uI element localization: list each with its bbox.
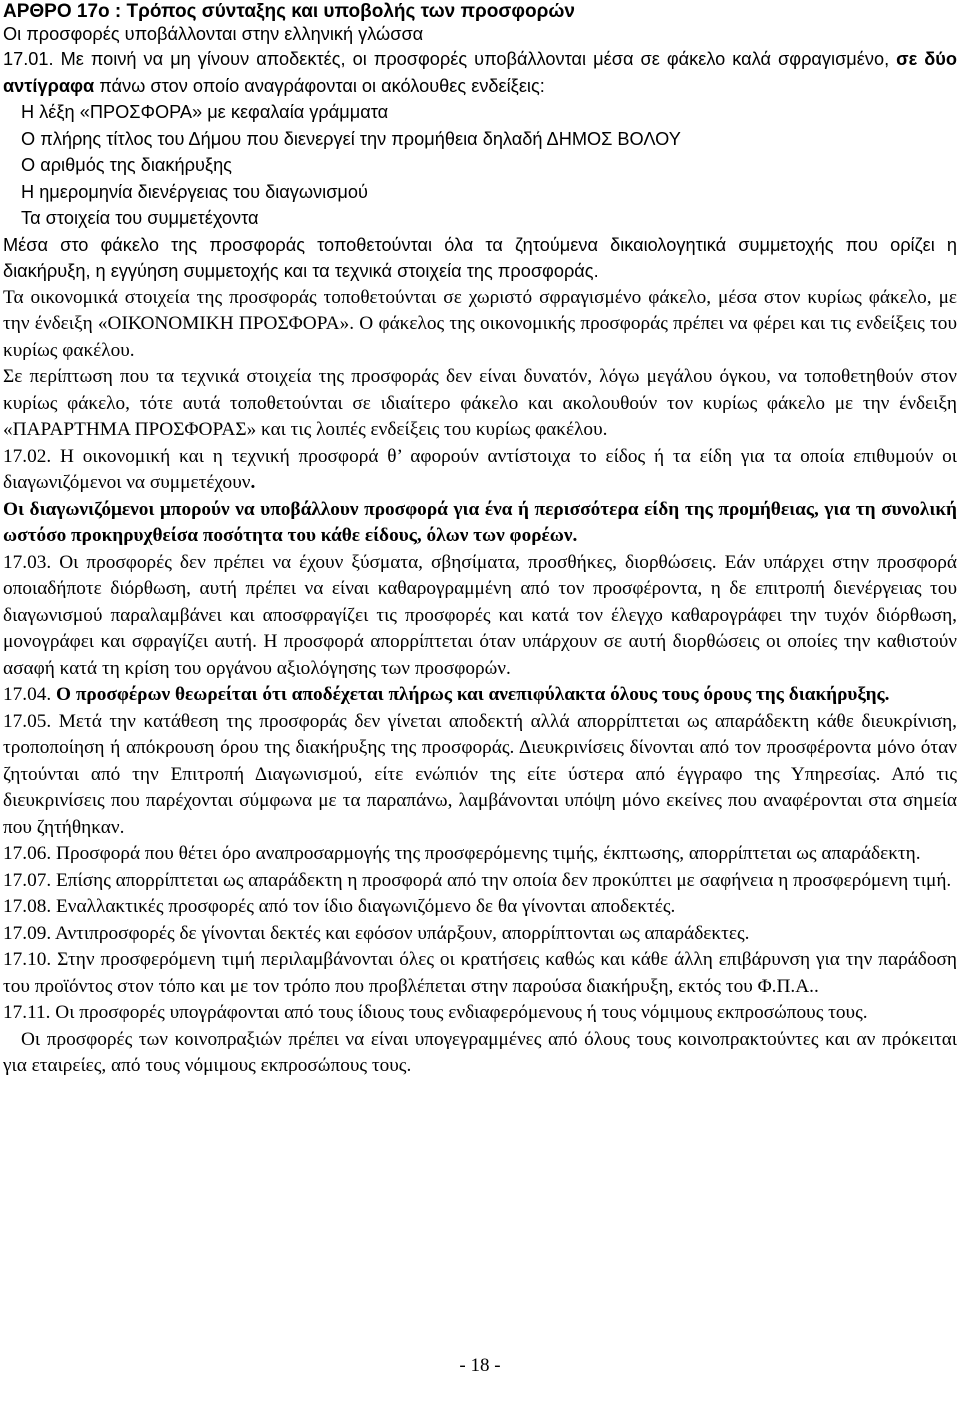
paragraph-17-02-dot: . [250, 472, 256, 493]
indication-item: Ο πλήρης τίτλος του Δήμου που διενεργεί την προμήθεια δηλαδή ΔΗΜΟΣ ΒΟΛΟΥ [21, 128, 681, 149]
bold-paragraph: Οι διαγωνιζόμενοι μπορούν να υποβάλλουν προσφορά για ένα ή περισσότερα είδη της προμήθειας, για τη συνολική ωστόσο προκηρυχθείσα ποσότητα του κάθε είδους, όλων των φορέων. [3, 498, 957, 546]
paragraph-17-06: 17.06. Προσφορά που θέτει όρο αναπροσαρμογής της προσφερόμενης τιμής, έκπτωσης, απορρίπτεται ως απαράδεκτη. [3, 843, 921, 864]
language-line: Οι προσφορές υποβάλλονται στην ελληνική γλώσσα [3, 24, 424, 44]
envelope-paragraph: Μέσα στο φάκελο της προσφοράς τοποθετούνται όλα τα ζητούμενα δικαιολογητικά συμμετοχής που ορίζει η διακήρυξη, η εγγύηση συμμετοχής και τα τεχνικά στοιχεία της προσφοράς. [3, 234, 957, 281]
paragraph-17-02 [3, 444, 957, 497]
paragraph-17-08: 17.08. Εναλλακτικές προσφορές από τον ίδιο διαγωνιζόμενο δε θα γίνονται αποδεκτές. [3, 896, 676, 917]
article-title: ΑΡΘΡΟ 17ο : Τρόπος σύνταξης και υποβολής των προσφορών [3, 1, 575, 22]
paragraph-17-07: 17.07. Επίσης απορρίπτεται ως απαράδεκτη η προσφορά από την οποία δεν προκύπτει με σαφήνεια η προσφερόμενη τιμή. [3, 869, 952, 891]
indication-item: Η ημερομηνία διενέργειας του διαγωνισμού [21, 181, 368, 202]
paragraph-17-01-text: 17.01. Με ποινή να μη γίνουν αποδεκτές, οι προσφορές υποβάλλονται μέσα σε φάκελο καλά σφραγισμένο, [3, 49, 897, 69]
indications-list [3, 99, 957, 232]
page-number: - 18 - [459, 1355, 501, 1376]
annex-paragraph: Σε περίπτωση που τα τεχνικά στοιχεία της προσφοράς δεν είναι δυνατόν, λόγω μεγάλου όγκου, να τοποθετηθούν στον κυρίως φάκελο, τότε αυτά τοποθετούνται σε ιδιαίτερο φάκελο και ακολουθούν τον κυρίως φάκελο με την ένδειξη «ΠΑΡΑΡΤΗΜΑ ΠΡΟΣΦΟΡΑΣ» και τις λοιπές ενδείξεις του κυρίως φακέλου. [3, 366, 957, 440]
paragraph-17-03: 17.03. Οι προσφορές δεν πρέπει να έχουν ξύσματα, σβησίματα, προσθήκες, διορθώσεις. Εάν υπάρχει στην προσφορά οποιαδήποτε διόρθωση, αυτή πρέπει να είναι καθαρογραμμένη από τον προσφέροντα, η δε επιτροπή διενέργειας του διαγωνισμού παραλαμβάνει και αποσφραγίζει τις προσφορές και κατά τον έλεγχο καθαρογράφει την τυχόν διόρθωση, μονογράφει και σφραγίζει αυτή. Η προσφορά απορρίπτεται όταν υπάρχουν σε αυτή διορθώσεις οι οποίες την καθιστούν ασαφή κατά τη κρίση του οργάνου αξιολόγησης των προσφορών. [3, 551, 957, 679]
paragraph-17-01 [3, 46, 957, 99]
paragraph-17-05: 17.05. Μετά την κατάθεση της προσφοράς δεν γίνεται αποδεκτή αλλά απορρίπτεται ως απαράδεκτη κάθε διευκρίνιση, τροποποίηση ή απόκρουση όρου της διακήρυξης της προσφοράς. Διευκρινίσεις δίνονται από τον προσφέροντα μόνο όταν ζητούνται από την Επιτροπή Διαγωνισμού, είτε ενώπιόν της είτε ύστερα από έγγραφο της Υπηρεσίας. Από τις διευκρινίσεις που παρέχονται σύμφωνα με τα παραπάνω, λαμβάνονται υπόψη μόνο εκείνες που αναφέρονται στα σημεία που ζητήθηκαν. [3, 710, 957, 838]
financial-paragraph: Τα οικονομικά στοιχεία της προσφοράς τοποθετούνται σε χωριστό σφραγισμένο φάκελο, μέσα στον κυρίως φάκελο, με την ένδειξη «ΟΙΚΟΝΟΜΙΚΗ ΠΡΟΣΦΟΡΑ». Ο φάκελος της οικονομικής προσφοράς πρέπει να φέρει και τις ενδείξεις του κυρίως φακέλου. [3, 286, 957, 361]
paragraph-17-09: 17.09. Αντιπροσφορές δε γίνονται δεκτές και εφόσον υπάρξουν, απορρίπτονται ως απαράδεκτες. [3, 922, 750, 944]
consortium-paragraph: Οι προσφορές των κοινοπραξιών πρέπει να είναι υπογεγραμμένες από όλους τους κοινοπρακτούντες και αν πρόκειται για εταιρείες, από τους νόμιμους εκπροσώπους τους. [3, 1028, 957, 1076]
paragraph-17-04-number: 17.04. [3, 684, 57, 705]
indication-item: Η λέξη «ΠΡΟΣΦΟΡΑ» με κεφαλαία γράμματα [21, 102, 389, 122]
paragraph-17-01-bold: σε δύο αντίγραφα [3, 49, 957, 96]
indication-item: Τα στοιχεία του συμμετέχοντα [21, 208, 259, 228]
paragraph-17-11: 17.11. Οι προσφορές υπογράφονται από τους ίδιους τους ενδιαφερόμενους ή τους νόμιμους εκπροσώπους τους. [3, 1002, 868, 1023]
paragraph-17-10: 17.10. Στην προσφερόμενη τιμή περιλαμβάνονται όλες οι κρατήσεις καθώς και κάθε άλλη επιβάρυνση για την παράδοση του προϊόντος στον τόπο και με τον τρόπο που προβλέπεται στην παρούσα διακήρυξη, εκτός του Φ.Π.Α.. [3, 949, 957, 997]
paragraph-17-02-text: 17.02. Η οικονομική και η τεχνική προσφορά θ’ αφορούν αντίστοιχα το είδος ή τα είδη για τα οποία επιθυμούν οι διαγωνιζόμενοι να συμμετέχουν [3, 445, 957, 493]
paragraph-17-01-tail: πάνω στον οποίο αναγράφονται οι ακόλουθες ενδείξεις: [94, 75, 545, 96]
indication-item: Ο αριθμός της διακήρυξης [21, 155, 232, 175]
paragraph-17-04-bold: Ο προσφέρων θεωρείται ότι αποδέχεται πλήρως και ανεπιφύλακτα όλους τους όρους της διακήρυξης. [56, 684, 890, 705]
paragraph-17-04 [3, 682, 957, 709]
